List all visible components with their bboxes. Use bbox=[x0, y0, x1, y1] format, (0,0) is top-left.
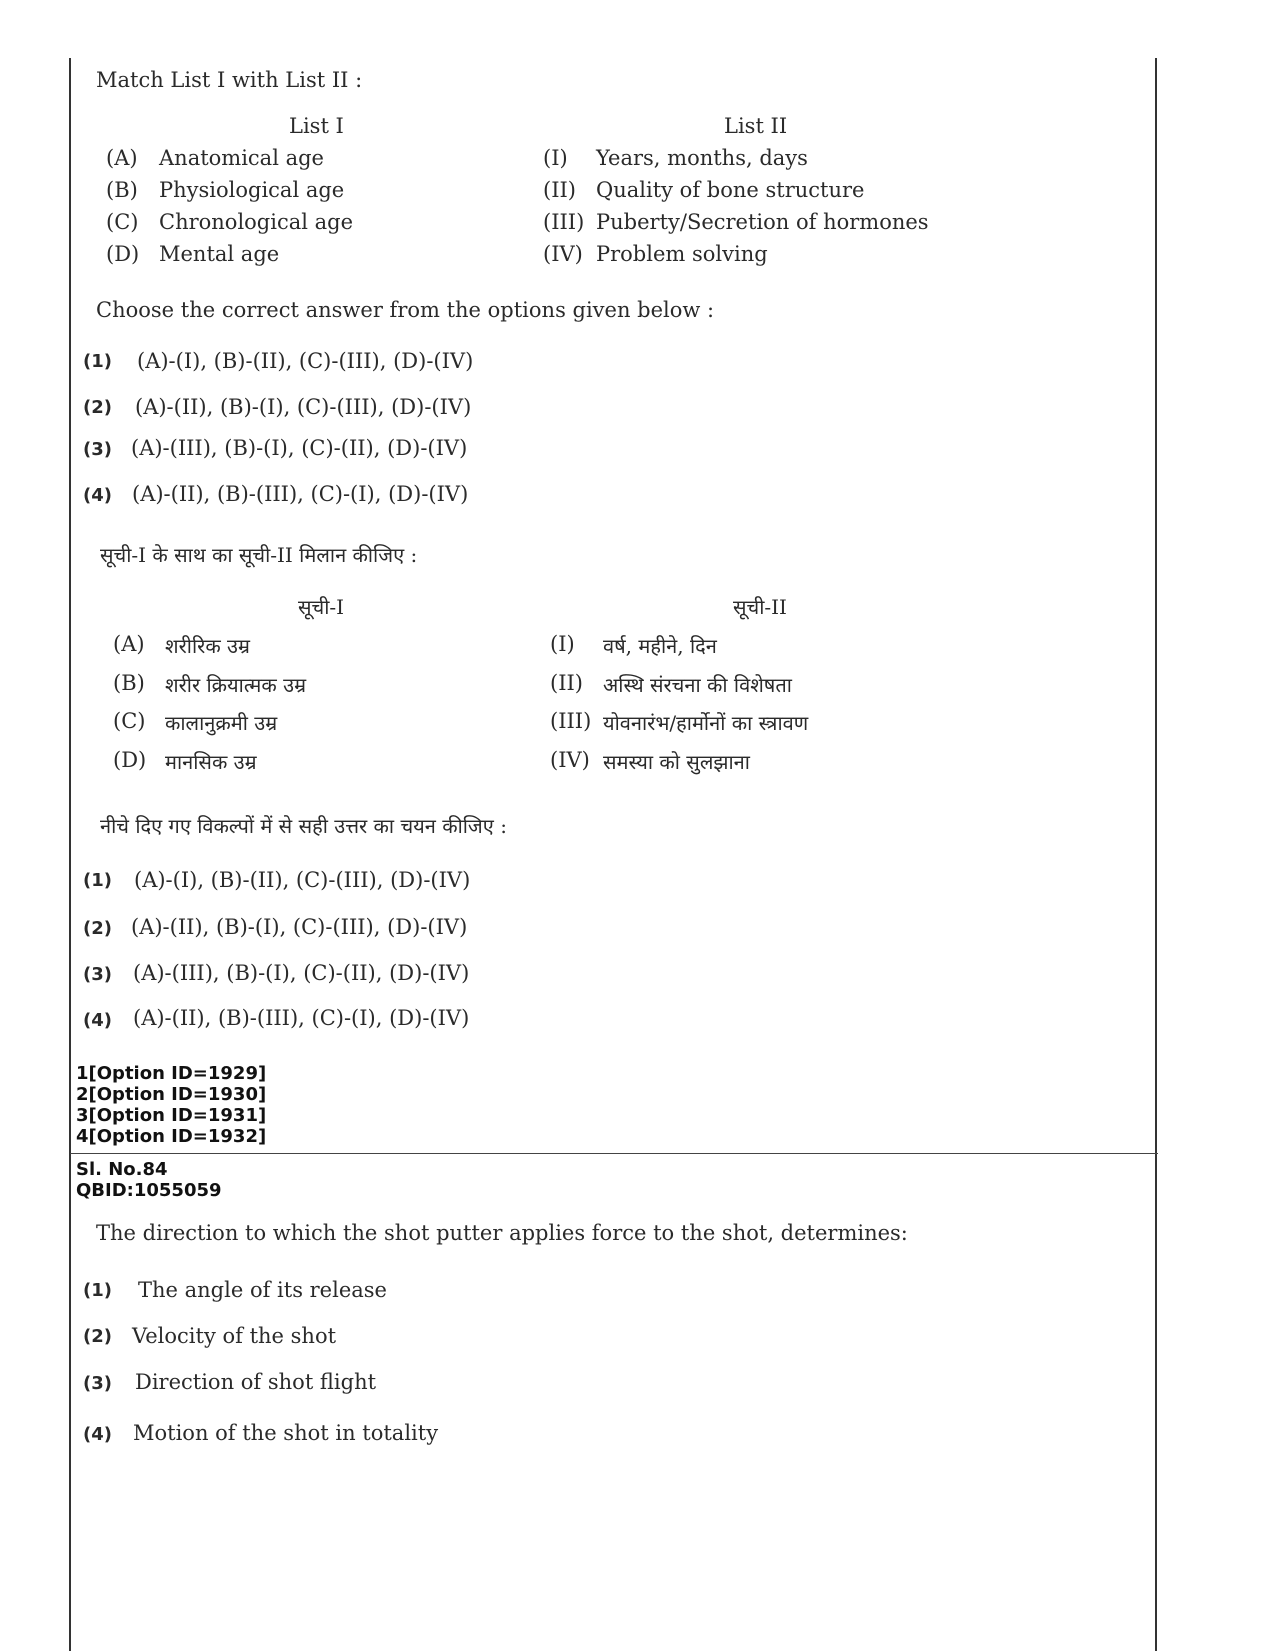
list2-item: Years, months, days bbox=[596, 146, 808, 170]
list1-item: Chronological age bbox=[159, 210, 354, 234]
option-text: Direction of shot flight bbox=[135, 1370, 377, 1394]
option-number: (4) bbox=[83, 485, 112, 506]
option-number: (1) bbox=[83, 351, 112, 372]
option-id: 3[Option ID=1931] bbox=[76, 1105, 267, 1126]
option-text: Motion of the shot in totality bbox=[133, 1421, 439, 1445]
option-text: (A)-(II), (B)-(III), (C)-(I), (D)-(IV) bbox=[132, 482, 469, 506]
list1-label: (C) bbox=[106, 210, 139, 234]
option-text: (A)-(II), (B)-(I), (C)-(III), (D)-(IV) bbox=[135, 395, 472, 419]
option-number: (2) bbox=[83, 1326, 112, 1347]
list2-label: (I) bbox=[543, 146, 568, 170]
option-text: (A)-(III), (B)-(I), (C)-(II), (D)-(IV) bbox=[133, 961, 470, 985]
list1-item: मानसिक उम्र bbox=[165, 750, 257, 774]
list1-item: शरीर क्रियात्मक उम्र bbox=[165, 673, 307, 697]
option-number: (1) bbox=[83, 1280, 112, 1301]
list2-label: (I) bbox=[550, 632, 575, 656]
list1-label: (C) bbox=[113, 709, 146, 733]
option-text: (A)-(II), (B)-(III), (C)-(I), (D)-(IV) bbox=[133, 1006, 470, 1030]
option-number: (2) bbox=[83, 397, 112, 418]
option-number: (2) bbox=[83, 918, 112, 939]
option-text: (A)-(III), (B)-(I), (C)-(II), (D)-(IV) bbox=[131, 436, 468, 460]
list1-item: Anatomical age bbox=[159, 146, 324, 170]
option-number: (4) bbox=[83, 1010, 112, 1031]
option-number: (3) bbox=[83, 964, 112, 985]
option-id: 1[Option ID=1929] bbox=[76, 1063, 267, 1084]
list2-item: अस्थि संरचना की विशेषता bbox=[603, 673, 792, 697]
list1-heading: List I bbox=[289, 114, 344, 138]
right-border bbox=[1155, 58, 1157, 1651]
list2-label: (II) bbox=[550, 671, 583, 695]
option-text: The angle of its release bbox=[138, 1278, 387, 1302]
list2-label: (III) bbox=[543, 210, 585, 234]
list2-label: (III) bbox=[550, 709, 592, 733]
serial-number: Sl. No.84 bbox=[76, 1159, 168, 1180]
list1-item: Physiological age bbox=[159, 178, 345, 202]
list1-label: (B) bbox=[113, 671, 145, 695]
list2-item: Quality of bone structure bbox=[596, 178, 865, 202]
option-text: (A)-(I), (B)-(II), (C)-(III), (D)-(IV) bbox=[134, 868, 471, 892]
option-id: 2[Option ID=1930] bbox=[76, 1084, 267, 1105]
list2-label: (IV) bbox=[550, 748, 590, 772]
list2-item: Puberty/Secretion of hormones bbox=[596, 210, 929, 234]
instruction: Match List I with List II : bbox=[96, 68, 363, 92]
list1-item: कालानुक्रमी उम्र bbox=[165, 711, 278, 735]
option-number: (3) bbox=[83, 439, 112, 460]
list1-label: (B) bbox=[106, 178, 138, 202]
instruction-hindi: सूची-I के साथ का सूची-II मिलान कीजिए : bbox=[100, 543, 418, 567]
list2-item: Problem solving bbox=[596, 242, 768, 266]
list1-label: (D) bbox=[106, 242, 140, 266]
question-separator bbox=[70, 1153, 1158, 1154]
list2-heading-hindi: सूची-II bbox=[733, 595, 787, 619]
list1-label: (A) bbox=[113, 632, 145, 656]
option-text: (A)-(I), (B)-(II), (C)-(III), (D)-(IV) bbox=[137, 349, 474, 373]
list1-label: (D) bbox=[113, 748, 147, 772]
question-bank-id: QBID:1055059 bbox=[76, 1180, 222, 1201]
choose-prompt-hindi: नीचे दिए गए विकल्पों में से सही उत्तर का चयन कीजिए : bbox=[100, 814, 507, 838]
list1-label: (A) bbox=[106, 146, 138, 170]
left-border bbox=[69, 58, 71, 1651]
option-text: Velocity of the shot bbox=[132, 1324, 337, 1348]
question-text: The direction to which the shot putter applies force to the shot, determines: bbox=[96, 1221, 908, 1245]
option-id: 4[Option ID=1932] bbox=[76, 1126, 267, 1147]
option-number: (4) bbox=[83, 1424, 112, 1445]
list2-label: (II) bbox=[543, 178, 576, 202]
list2-item: योवनारंभ/हार्मोनों का स्त्रावण bbox=[603, 711, 809, 735]
list1-item: शरीरिक उम्र bbox=[165, 634, 250, 658]
option-number: (1) bbox=[83, 870, 112, 891]
option-id-list bbox=[76, 1063, 266, 1147]
list2-item: समस्या को सुलझाना bbox=[603, 750, 750, 774]
list2-item: वर्ष, महीने, दिन bbox=[603, 634, 717, 658]
list1-item: Mental age bbox=[159, 242, 280, 266]
option-number: (3) bbox=[83, 1373, 112, 1394]
option-text: (A)-(II), (B)-(I), (C)-(III), (D)-(IV) bbox=[131, 915, 468, 939]
choose-prompt: Choose the correct answer from the options given below : bbox=[96, 298, 715, 322]
list1-heading-hindi: सूची-I bbox=[298, 595, 345, 619]
list2-label: (IV) bbox=[543, 242, 583, 266]
list2-heading: List II bbox=[724, 114, 788, 138]
